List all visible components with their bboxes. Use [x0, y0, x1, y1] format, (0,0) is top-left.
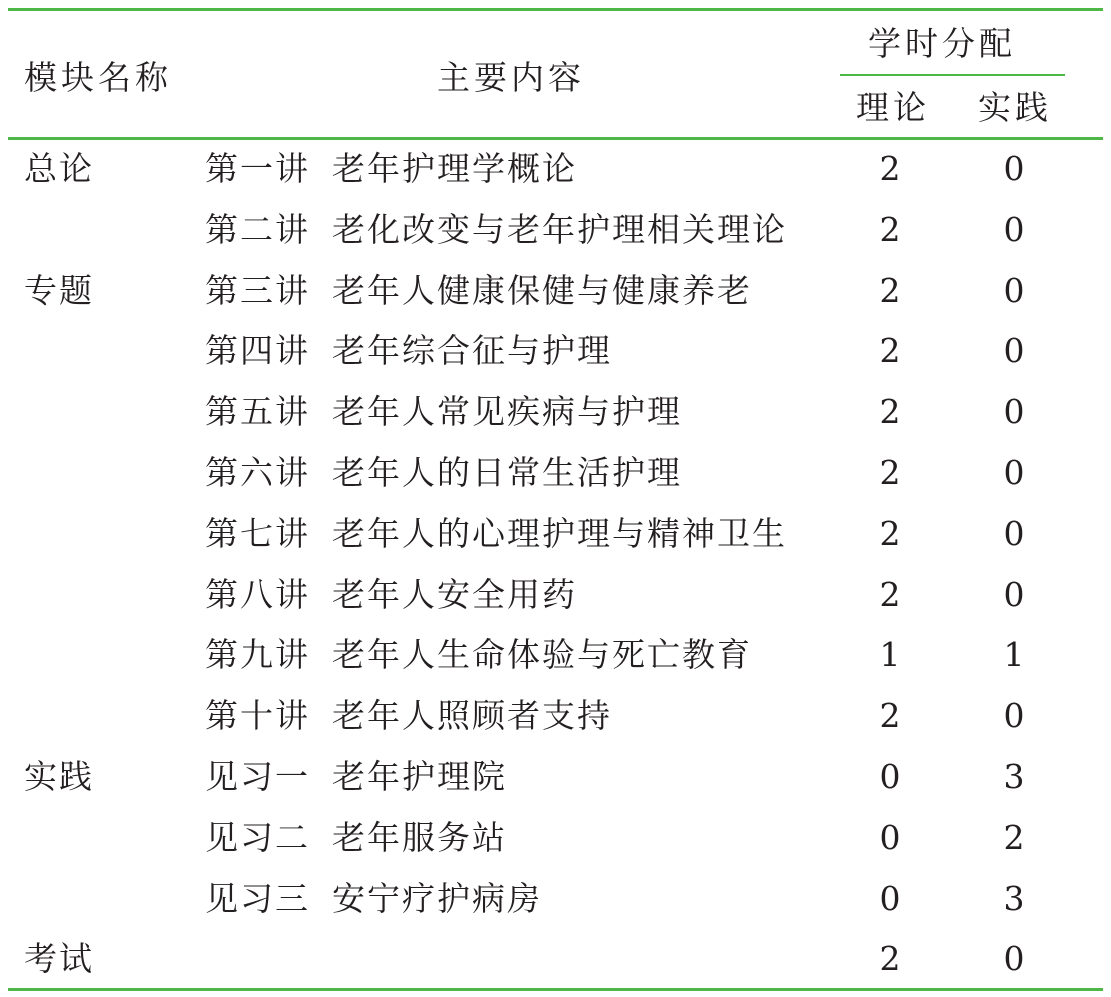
row-theory-hours: 2 [879, 575, 901, 614]
header-theory: 理论 [856, 88, 930, 127]
row-theory-hours: 2 [879, 149, 901, 188]
row-theory-hours: 2 [879, 271, 901, 310]
row-topic: 老年人安全用药 [332, 575, 577, 614]
row-practice-hours: 1 [1003, 635, 1025, 674]
row-topic: 老年人照顾者支持 [332, 696, 612, 735]
row-practice-hours: 0 [1003, 392, 1025, 431]
row-module: 专题 [24, 271, 94, 310]
row-topic: 老年人健康保健与健康养老 [332, 271, 752, 310]
row-module: 总论 [24, 149, 94, 188]
header-module-name: 模块名称 [24, 58, 172, 97]
row-theory-hours: 2 [879, 210, 901, 249]
row-practice-hours: 2 [1003, 818, 1025, 857]
row-lecture: 第五讲 [205, 392, 310, 431]
row-practice-hours: 0 [1003, 331, 1025, 370]
row-lecture: 第六讲 [205, 453, 310, 492]
row-lecture: 见习三 [205, 879, 310, 918]
row-lecture: 见习二 [205, 818, 310, 857]
row-lecture: 第四讲 [205, 331, 310, 370]
row-module: 实践 [24, 757, 94, 796]
row-practice-hours: 0 [1003, 514, 1025, 553]
table-bottom-rule [8, 988, 1103, 991]
row-practice-hours: 0 [1003, 575, 1025, 614]
row-theory-hours: 0 [879, 818, 901, 857]
row-theory-hours: 0 [879, 879, 901, 918]
row-theory-hours: 1 [879, 635, 901, 674]
row-topic: 老年综合征与护理 [332, 331, 612, 370]
row-module: 考试 [24, 939, 94, 978]
table-top-rule [8, 8, 1103, 11]
row-lecture: 见习一 [205, 757, 310, 796]
row-topic: 老年人生命体验与死亡教育 [332, 635, 752, 674]
row-theory-hours: 2 [879, 696, 901, 735]
row-practice-hours: 0 [1003, 271, 1025, 310]
table-header-rule [8, 137, 1103, 140]
row-lecture: 第二讲 [205, 210, 310, 249]
row-topic: 老年人常见疾病与护理 [332, 392, 682, 431]
row-practice-hours: 3 [1003, 757, 1025, 796]
row-topic: 老年人的心理护理与精神卫生 [332, 514, 787, 553]
header-hours-allocation: 学时分配 [868, 24, 1016, 63]
row-practice-hours: 3 [1003, 879, 1025, 918]
row-theory-hours: 2 [879, 453, 901, 492]
row-topic: 安宁疗护病房 [332, 879, 542, 918]
row-lecture: 第一讲 [205, 149, 310, 188]
row-lecture: 第九讲 [205, 635, 310, 674]
row-practice-hours: 0 [1003, 453, 1025, 492]
row-topic: 老年人的日常生活护理 [332, 453, 682, 492]
row-theory-hours: 0 [879, 757, 901, 796]
row-theory-hours: 2 [879, 392, 901, 431]
row-topic: 老年护理院 [332, 757, 507, 796]
row-lecture: 第三讲 [205, 271, 310, 310]
row-topic: 老年护理学概论 [332, 149, 577, 188]
row-lecture: 第八讲 [205, 575, 310, 614]
row-lecture: 第七讲 [205, 514, 310, 553]
row-topic: 老年服务站 [332, 818, 507, 857]
row-theory-hours: 2 [879, 514, 901, 553]
row-practice-hours: 0 [1003, 149, 1025, 188]
row-practice-hours: 0 [1003, 696, 1025, 735]
hours-header-rule [840, 74, 1065, 76]
row-practice-hours: 0 [1003, 210, 1025, 249]
row-lecture: 第十讲 [205, 696, 310, 735]
row-theory-hours: 2 [879, 939, 901, 978]
row-practice-hours: 0 [1003, 939, 1025, 978]
header-practice: 实践 [978, 88, 1052, 127]
row-topic: 老化改变与老年护理相关理论 [332, 210, 787, 249]
header-main-content: 主要内容 [437, 58, 585, 97]
row-theory-hours: 2 [879, 331, 901, 370]
